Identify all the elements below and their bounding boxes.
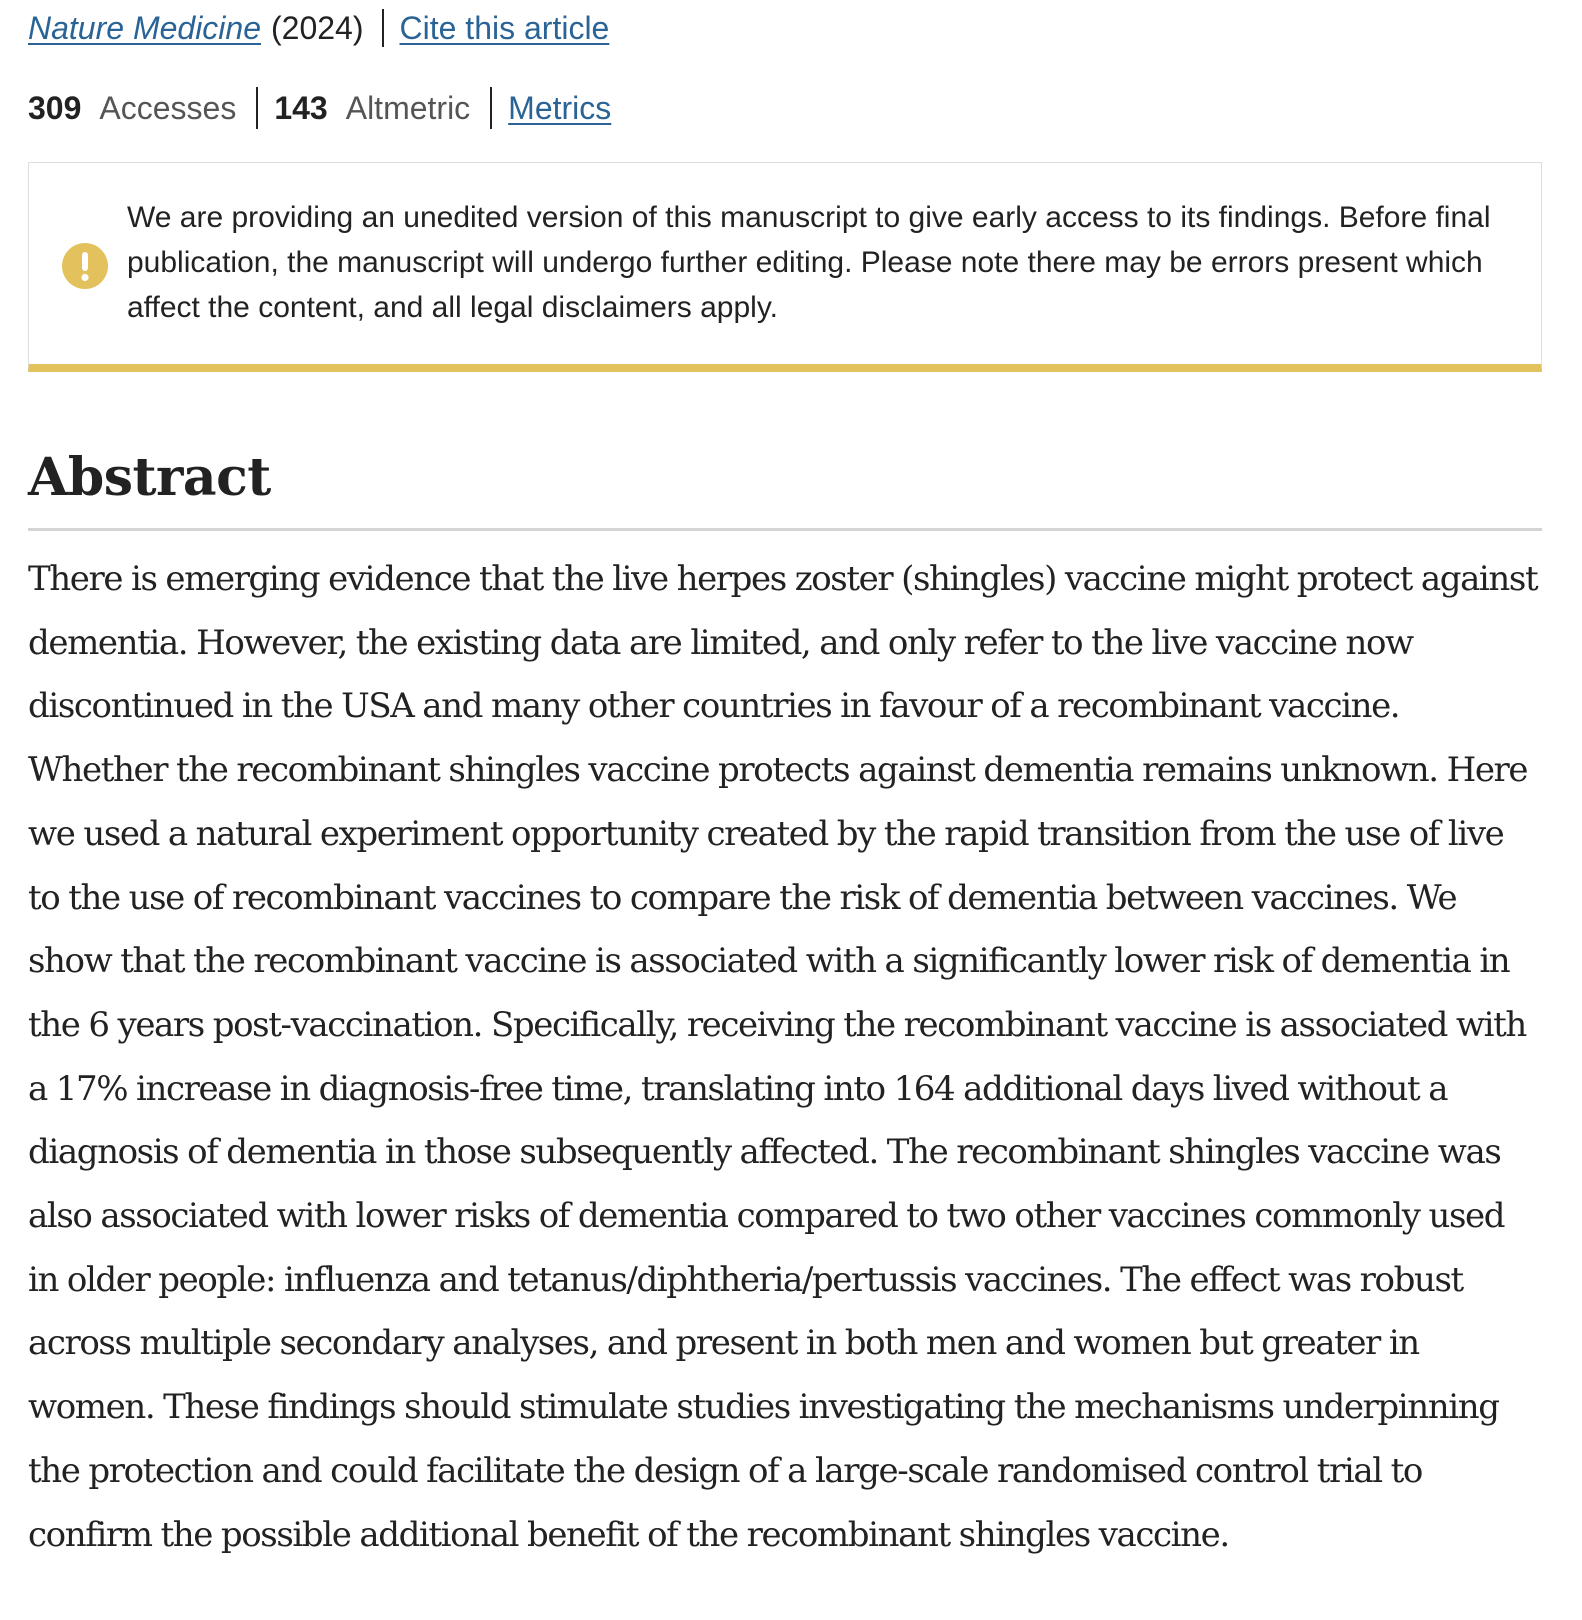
altmetric-count: 143 xyxy=(274,89,328,126)
abstract-divider xyxy=(28,528,1542,531)
abstract-text: There is emerging evidence that the live herpes zoster (shingles) vaccine might protect against dementia. However, the existing data are limited, and only refer to the live vaccine now discontinued in the USA and many other countries in favour of a recombinant vaccine. Whether the recombinant shingles vaccine protects against dementia remains unknown. Here we used a natural experiment opportunity created by the rapid transition from the use of live to the use of recombinant vaccines to compare the risk of dementia between vaccines. We show that the recombinant vaccine is associated with a significantly lower risk of dementia in the 6 years post-vaccination. Specifically, receiving the recombinant vaccine is associated with a 17% increase in diagnosis-free time, translating into 164 additional days lived without a diagnosis of dementia in those subsequently affected. The recombinant shingles vaccine was also associated with lower risks of dementia compared to two other vaccines commonly used in older people: influenza and tetanus/diphtheria/pertussis vaccines. The effect was robust across multiple secondary analyses, and present in both men and women but greater in women. These findings should stimulate studies investigating the mechanisms underpinning the protection and could facilitate the design of a large-scale randomised control trial to confirm the possible additional benefit of the recombinant shingles vaccine. xyxy=(28,559,1538,1555)
exclamation-icon xyxy=(62,243,108,289)
abstract-heading: Abstract xyxy=(28,447,271,508)
exclamation-icon-glyph xyxy=(62,243,108,289)
notice-text: We are providing an unedited version of this manuscript to give early access to its findings. Before final publication, the manuscript will undergo further editing. Please note there may be errors present which affect the content, and all legal disclaimers apply. xyxy=(127,201,1491,324)
divider xyxy=(382,9,384,47)
accesses-count: 309 xyxy=(28,89,82,126)
unedited-manuscript-notice xyxy=(28,162,1542,372)
journal-link[interactable]: Nature Medicine xyxy=(28,9,261,46)
divider xyxy=(256,87,258,129)
divider xyxy=(490,87,492,129)
citation-row xyxy=(28,6,609,50)
altmetric-label: Altmetric xyxy=(345,89,471,126)
metrics-row xyxy=(28,86,611,130)
metrics-link[interactable]: Metrics xyxy=(508,89,612,126)
cite-this-article-link[interactable]: Cite this article xyxy=(399,9,610,46)
publication-year: (2024) xyxy=(271,9,364,46)
accesses-label: Accesses xyxy=(99,89,237,126)
